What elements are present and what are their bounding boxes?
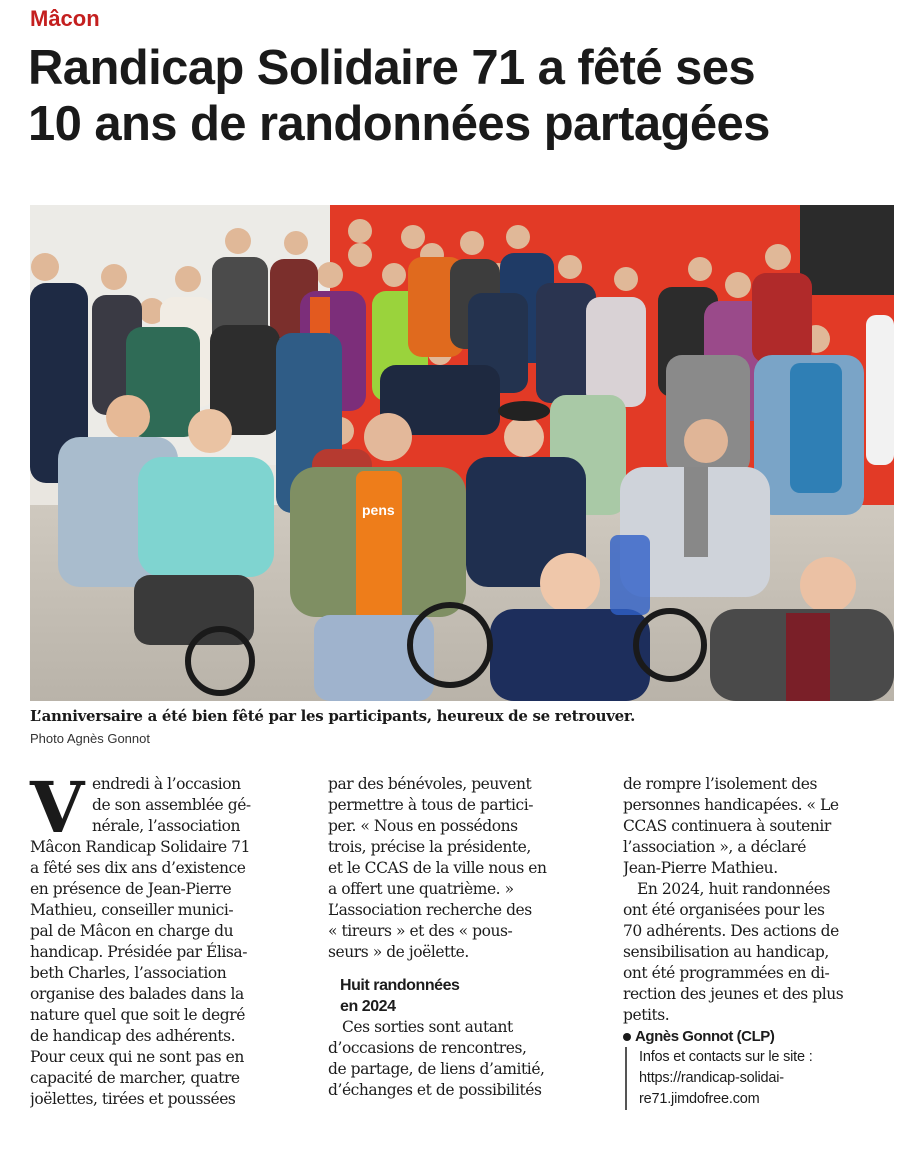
headline: [28, 40, 888, 152]
text-line: de handicap des adhérents.: [30, 1027, 236, 1045]
photo-caption: L’anniversaire a été bien fêté par les participants, heureux de se retrouver.: [30, 707, 635, 725]
text-line: pal de Mâcon en charge du: [30, 922, 234, 940]
text-line: CCAS continuera à soutenir: [623, 817, 831, 835]
bullet-icon: [623, 1033, 631, 1041]
subheading: en 2024: [340, 998, 396, 1015]
tv-screen: [800, 205, 894, 295]
text-line: handicap. Présidée par Élisa-: [30, 943, 248, 961]
text-line: Mathieu, conseiller munici-: [30, 901, 234, 919]
text-line: l’association », a déclaré: [623, 838, 807, 856]
author-name: Agnès Gonnot (CLP): [635, 1028, 775, 1045]
text-line: nérale, l’association: [92, 817, 241, 835]
text-line: de son assemblée gé-: [92, 796, 251, 814]
text-line: ont été programmées en di-: [623, 964, 830, 982]
subheading: Huit randonnées: [340, 977, 460, 994]
text-line: en présence de Jean-Pierre: [30, 880, 232, 898]
text-line: nature quel que soit le degré: [30, 1006, 245, 1024]
text-line: organise des balades dans la: [30, 985, 244, 1003]
article-column-2: [328, 774, 600, 1101]
text-line: sensibilisation au handicap,: [623, 943, 829, 961]
headline-line: 10 ans de randonnées partagées: [28, 97, 770, 151]
group-photo-illustration: [30, 205, 894, 701]
text-line: seurs » de joëlette.: [328, 943, 469, 961]
text-line: permettre à tous de partici-: [328, 796, 533, 814]
text-line: trois, précise la présidente,: [328, 838, 531, 856]
text-line: de partage, de liens d’amitié,: [328, 1060, 545, 1078]
text-line: « tireurs » et des « pous-: [328, 922, 513, 940]
text-line: personnes handicapées. « Le: [623, 796, 839, 814]
section-label: Mâcon: [30, 6, 100, 31]
text-line: capacité de marcher, quatre: [30, 1069, 240, 1087]
author-signature: [623, 1026, 895, 1047]
text-line: et le CCAS de la ville nous en: [328, 859, 547, 877]
drop-cap: V: [30, 766, 85, 849]
group-photo: [30, 205, 894, 701]
text-line: de rompre l’isolement des: [623, 775, 817, 793]
text-line: Ces sorties sont autant: [342, 1018, 513, 1036]
text-line: endredi à l’occasion: [92, 775, 241, 793]
text-line: Jean-Pierre Mathieu.: [623, 859, 778, 877]
text-line: d’échanges et de possibilités: [328, 1081, 542, 1099]
text-line: petits.: [623, 1006, 670, 1024]
text-line: a fêté ses dix ans d’existence: [30, 859, 246, 877]
text-line: joëlettes, tirées et poussées: [30, 1090, 236, 1108]
photo-credit: Photo Agnès Gonnot: [30, 731, 150, 746]
info-link[interactable]: re71.jimdofree.com: [639, 1091, 760, 1107]
article-column-1: [30, 766, 302, 1110]
info-link[interactable]: https://randicap-solidai-: [639, 1070, 784, 1086]
text-line: En 2024, huit randonnées: [637, 880, 830, 898]
text-line: beth Charles, l’association: [30, 964, 227, 982]
text-line: ont été organisées pour les: [623, 901, 825, 919]
text-line: 70 adhérents. Des actions de: [623, 922, 839, 940]
text-line: rection des jeunes et des plus: [623, 985, 844, 1003]
text-line: par des bénévoles, peuvent: [328, 775, 532, 793]
shirt-text: pens: [362, 502, 395, 518]
text-line: a offert une quatrième. »: [328, 880, 514, 898]
info-box: [625, 1047, 895, 1110]
text-line: Mâcon Randicap Solidaire 71: [30, 838, 251, 856]
article-column-3: [623, 774, 895, 1110]
text-line: d’occasions de rencontres,: [328, 1039, 527, 1057]
headline-line: Randicap Solidaire 71 a fêté ses: [28, 41, 756, 95]
info-line: Infos et contacts sur le site :: [639, 1049, 813, 1065]
text-line: Pour ceux qui ne sont pas en: [30, 1048, 244, 1066]
text-line: L’association recherche des: [328, 901, 532, 919]
text-line: per. « Nous en possédons: [328, 817, 518, 835]
